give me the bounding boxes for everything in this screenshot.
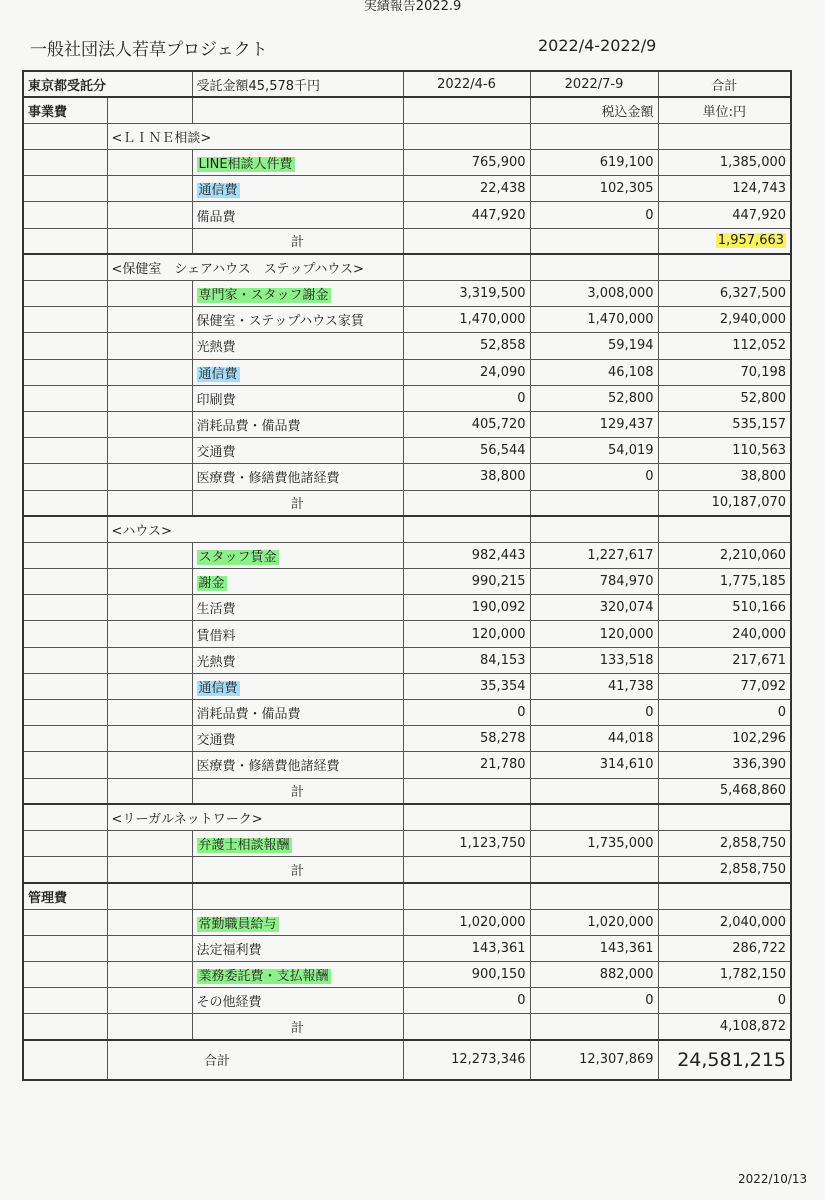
cell-total: 6,327,500 [658,281,791,307]
item-name: スタッフ賃金 [198,549,277,565]
cell-q2: 619,100 [530,150,658,176]
cell-total: 52,800 [658,385,791,411]
cell-q1: 143,361 [403,935,530,961]
section-label-kanri: 管理費 [23,883,107,909]
cell-q1: 21,780 [403,752,530,778]
cell-q2: 784,970 [530,569,658,595]
table-row [23,595,791,621]
group-title-row [23,516,791,542]
cell-q1: 405,720 [403,411,530,437]
table-row [23,464,791,490]
cell-q2: 54,019 [530,438,658,464]
subtotal-row [23,490,791,516]
group-title-row [23,254,791,280]
table-row [23,150,791,176]
cell-total: 2,040,000 [658,909,791,935]
item-name: 通信費 [198,366,238,382]
subtotal-label: 計 [192,228,403,254]
table-row [23,176,791,202]
report-title: 実績報告2022.9 [363,0,462,14]
table-row [23,307,791,333]
item-name: 保健室・ステップハウス家賃 [192,307,403,333]
cell-q1: 22,438 [403,176,530,202]
table-row [23,281,791,307]
contract-amount: 受託金額45,578千円 [192,71,403,97]
cell-q1: 0 [403,988,530,1014]
group-title-line: <ＬＩＮＥ相談> [107,123,403,149]
subtotal-row [23,857,791,883]
cell-total: 2,210,060 [658,542,791,568]
table-row [23,438,791,464]
cell-q2: 0 [530,464,658,490]
item-name: その他経費 [192,988,403,1014]
cell-total: 110,563 [658,438,791,464]
cell-q1: 84,153 [403,647,530,673]
organization-name: 一般社団法人若草プロジェクト [30,40,268,60]
item-name: 常勤職員給与 [198,916,277,932]
item-name: 業務委託費・支払報酬 [198,968,329,984]
cell-q1: 120,000 [403,621,530,647]
table-row [23,988,791,1014]
cell-total: 102,296 [658,726,791,752]
cell-q2: 59,194 [530,333,658,359]
cell-q1: 35,354 [403,673,530,699]
table-row [23,700,791,726]
group-title-row [23,804,791,830]
grand-total-value: 24,581,215 [658,1040,791,1080]
subtotal-value: 10,187,070 [658,490,791,516]
grand-total-row [23,1040,791,1080]
table-row [23,569,791,595]
cell-total: 1,782,150 [658,961,791,987]
cell-q2: 133,518 [530,647,658,673]
cell-q1: 0 [403,700,530,726]
cell-q2: 0 [530,700,658,726]
col-header-total: 合計 [658,71,791,97]
cell-total: 510,166 [658,595,791,621]
cell-q1: 447,920 [403,202,530,228]
cell-q1: 24,090 [403,359,530,385]
table-row [23,621,791,647]
cell-q2: 882,000 [530,961,658,987]
unit-note: 単位:円 [658,97,791,123]
cell-q2: 3,008,000 [530,281,658,307]
cell-q1: 52,858 [403,333,530,359]
item-name: 専門家・スタッフ謝金 [198,288,329,304]
cell-total: 2,940,000 [658,307,791,333]
cell-q2: 129,437 [530,411,658,437]
table-row [23,726,791,752]
cell-total: 286,722 [658,935,791,961]
table-row [23,359,791,385]
subtotal-value: 1,957,663 [717,233,785,249]
cell-q1: 765,900 [403,150,530,176]
item-name: 通信費 [198,183,238,199]
item-name: 医療費・修繕費他諸経費 [192,752,403,778]
item-name: 弁護士相談報酬 [198,838,290,854]
cell-q2: 52,800 [530,385,658,411]
section-row [23,97,791,123]
cell-total: 77,092 [658,673,791,699]
cell-total: 535,157 [658,411,791,437]
cell-q2: 44,018 [530,726,658,752]
cell-total: 336,390 [658,752,791,778]
subtotal-label: 計 [192,778,403,804]
grand-total-q2: 12,307,869 [530,1040,658,1080]
subtotal-label: 計 [192,1014,403,1040]
group-title-row [23,123,791,149]
table-row [23,202,791,228]
table-row [23,411,791,437]
table-row [23,542,791,568]
table-row [23,647,791,673]
cell-q2: 1,470,000 [530,307,658,333]
cell-total: 1,385,000 [658,150,791,176]
col-header-q2: 2022/7-9 [530,71,658,97]
item-name: 消耗品費・備品費 [192,411,403,437]
table-row [23,961,791,987]
cell-q1: 3,319,500 [403,281,530,307]
cell-total: 0 [658,988,791,1014]
cell-q2: 102,305 [530,176,658,202]
table-row [23,909,791,935]
cell-total: 1,775,185 [658,569,791,595]
cell-q2: 1,020,000 [530,909,658,935]
table-row [23,752,791,778]
subtotal-value: 4,108,872 [658,1014,791,1040]
subtotal-value: 2,858,750 [658,857,791,883]
item-name: 光熱費 [192,333,403,359]
grand-total-q1: 12,273,346 [403,1040,530,1080]
subtotal-row [23,778,791,804]
cell-total: 70,198 [658,359,791,385]
section-row [23,883,791,909]
subtotal-row [23,228,791,254]
item-name: 通信費 [198,680,238,696]
group-title-hokenshitsu: <保健室 シェアハウス ステップハウス> [107,254,403,280]
cell-total: 112,052 [658,333,791,359]
table-row [23,333,791,359]
cell-q1: 982,443 [403,542,530,568]
cell-q1: 1,123,750 [403,830,530,856]
group-title-legal: <リーガルネットワーク> [107,804,403,830]
col-header-q1: 2022/4-6 [403,71,530,97]
cell-total: 2,858,750 [658,830,791,856]
cell-q2: 0 [530,202,658,228]
item-name: 法定福利費 [192,935,403,961]
cell-q1: 38,800 [403,464,530,490]
cell-q2: 314,610 [530,752,658,778]
item-name: 交通費 [192,726,403,752]
cell-q1: 58,278 [403,726,530,752]
entity-label: 東京都受託分 [23,71,192,97]
item-name: 光熱費 [192,647,403,673]
cell-q1: 900,150 [403,961,530,987]
item-name: 医療費・修繕費他諸経費 [192,464,403,490]
cell-q1: 990,215 [403,569,530,595]
cell-q1: 1,470,000 [403,307,530,333]
cell-q2: 320,074 [530,595,658,621]
cell-q1: 190,092 [403,595,530,621]
report-period: 2022/4-2022/9 [538,36,657,55]
cell-q1: 1,020,000 [403,909,530,935]
cell-q1: 0 [403,385,530,411]
subtotal-value: 5,468,860 [658,778,791,804]
item-name: LINE相談人件費 [198,157,293,173]
cell-q2: 1,227,617 [530,542,658,568]
cell-total: 124,743 [658,176,791,202]
subtotal-label: 計 [192,490,403,516]
tax-note: 税込金額 [530,97,658,123]
item-name: 生活費 [192,595,403,621]
cell-total: 38,800 [658,464,791,490]
subtotal-label: 計 [192,857,403,883]
grand-total-label: 合計 [107,1040,403,1080]
cell-q2: 41,738 [530,673,658,699]
cell-q1: 56,544 [403,438,530,464]
cell-total: 217,671 [658,647,791,673]
cell-total: 0 [658,700,791,726]
header-row [23,71,791,97]
section-label-jigyou: 事業費 [23,97,107,123]
cell-q2: 120,000 [530,621,658,647]
group-title-house: <ハウス> [107,516,403,542]
footer-date: 2022/10/13 [738,1172,808,1186]
cell-q2: 1,735,000 [530,830,658,856]
cell-q2: 143,361 [530,935,658,961]
item-name: 謝金 [198,576,225,592]
table-row [23,385,791,411]
item-name: 交通費 [192,438,403,464]
table-row [23,830,791,856]
cell-total: 447,920 [658,202,791,228]
expense-table [22,70,792,1081]
cell-q2: 0 [530,988,658,1014]
cell-total: 240,000 [658,621,791,647]
table-row [23,673,791,699]
table-row [23,935,791,961]
item-name: 印刷費 [192,385,403,411]
cell-q2: 46,108 [530,359,658,385]
item-name: 消耗品費・備品費 [192,700,403,726]
item-name: 備品費 [192,202,403,228]
item-name: 賃借料 [192,621,403,647]
subtotal-row [23,1014,791,1040]
